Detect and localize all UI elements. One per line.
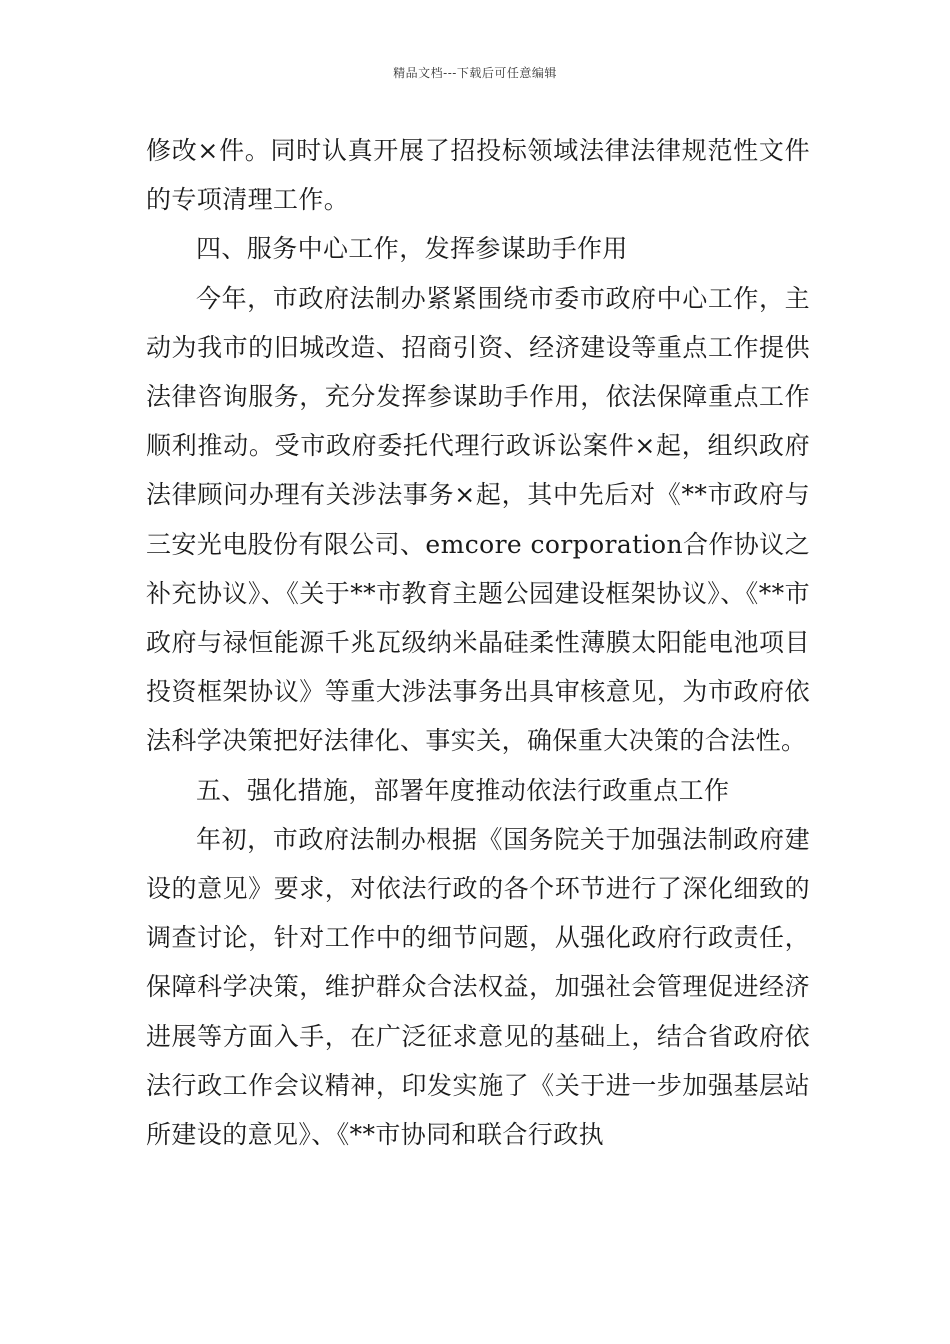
section-heading-4: 四、服务中心工作，发挥参谋助手作用 [196,234,628,264]
paragraph-section-4: 今年，市政府法制办紧紧围绕市委市政府中心工作，主动为我市的旧城改造、招商引资、经济建设等重点工作提供法律咨询服务，充分发挥参谋助手作用，依法保障重点工作顺利推动。受市政府委托代理行政诉讼案件×起，组织政府法律顾问办理有关涉法事务×起，其中先后对《**市政府与三安光电股份有限公司、emcore corporation合作协议之补充协议》、《关于**市教育主题公园建设框架协议》、《**市政府与禄恒能源千兆瓦级纳米晶硅柔性薄膜太阳能电池项目投资框架协议》等重大涉法事务出具审核意见，为市政府依法科学决策把好法律化、事实关，确保重大决策的合法性。 [146,283,810,756]
paragraph-continuation: 修改×件。同时认真开展了招投标领域法律法律规范性文件的专项清理工作。 [146,136,810,215]
paragraph-section-5: 年初，市政府法制办根据《国务院关于加强法制政府建设的意见》要求，对依法行政的各个环节进行了深化细致的调查讨论，针对工作中的细节问题，从强化政府行政责任，保障科学决策，维护群众合法权益，加强社会管理促进经济进展等方面入手，在广泛征求意见的基础上，结合省政府依法行政工作会议精神，印发实施了《关于进一步加强基层站所建设的意见》、《**市协同和联合行政执 [146,824,810,1150]
document-body [146,126,810,1159]
section-heading-5: 五、强化措施，部署年度推动依法行政重点工作 [196,775,730,805]
page-header: 精品文档---下载后可任意编辑 [393,66,557,80]
